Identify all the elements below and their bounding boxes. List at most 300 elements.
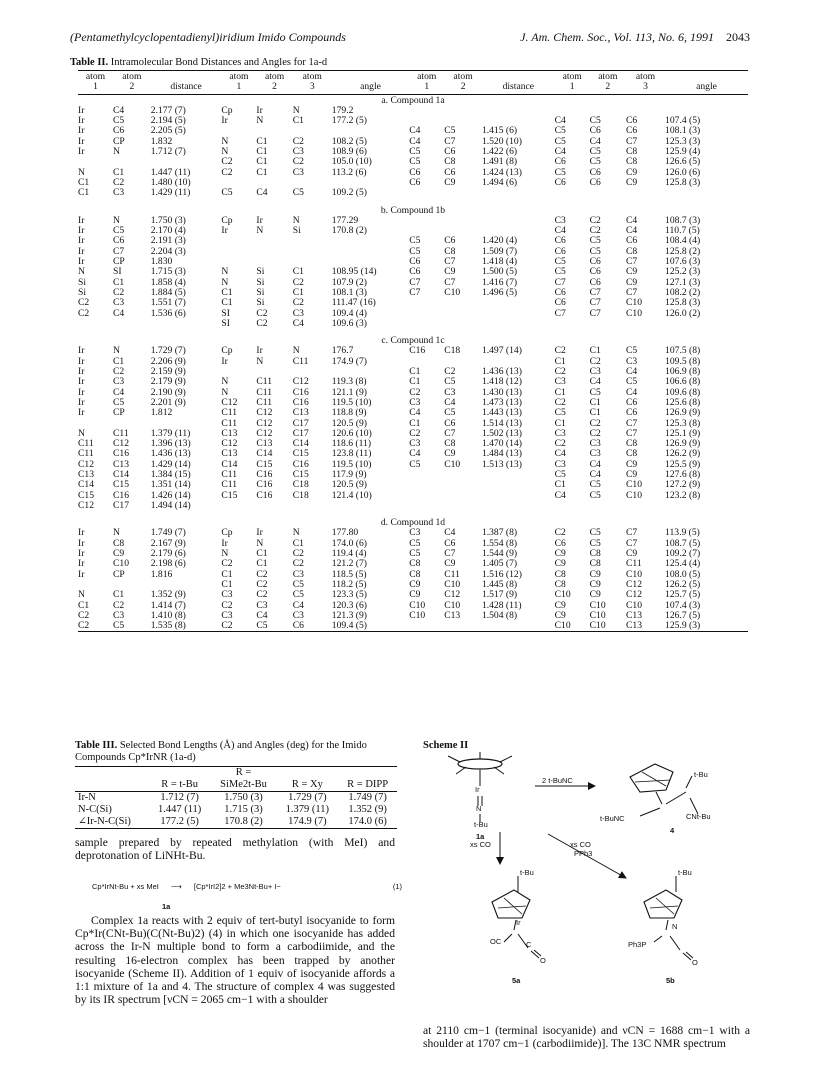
- table2-cell: C3: [409, 396, 421, 408]
- table2-cell: C6: [626, 407, 638, 419]
- table2-cell: 2.201 (9): [150, 396, 186, 408]
- table2-cell: 125.9 (4): [665, 146, 701, 158]
- table2-cell: 125.8 (2): [665, 245, 701, 257]
- table2-cell: C1: [292, 286, 304, 298]
- table2-cell: N: [221, 135, 229, 147]
- table2-cell: C6: [589, 125, 601, 137]
- table2-cell: C6: [589, 266, 601, 278]
- table2-cell: C12: [444, 589, 461, 601]
- table3-cell: 1.712 (7): [160, 792, 199, 803]
- table2-cell: C16: [292, 396, 309, 408]
- table2-cell: Ir: [78, 548, 85, 560]
- table2-cell: CP: [113, 407, 125, 419]
- table2-cell: [555, 501, 590, 511]
- table2-row: [78, 309, 748, 319]
- table2-cell: C2: [256, 578, 268, 590]
- table2-cell: C5: [554, 256, 566, 268]
- table2-header-cell: 1: [555, 82, 590, 94]
- label-xs-co-2: xs CO: [570, 840, 591, 849]
- table2-cell: C5: [554, 135, 566, 147]
- table2-cell: 125.3 (8): [665, 417, 701, 429]
- table2-cell: C5: [589, 537, 601, 549]
- table2-cell: C9: [554, 558, 566, 570]
- table2-cell: 126.0 (6): [665, 166, 701, 178]
- table2-header-cell: 1: [78, 82, 113, 94]
- table2-cell: C11: [444, 568, 460, 580]
- table2-cell: C2: [78, 297, 90, 309]
- table2-cell: N: [78, 589, 85, 601]
- table2-cell: [444, 480, 482, 490]
- table2-cell: C2: [78, 307, 90, 319]
- table2-section-title: a. Compound 1a: [381, 94, 445, 106]
- table2-cell: C2: [444, 366, 456, 378]
- table2-cell: C12: [626, 589, 642, 601]
- equation-1: [92, 882, 402, 891]
- table2-cell: C2: [292, 297, 304, 309]
- table2-cell: C7: [444, 548, 456, 560]
- table2-cell: C15: [78, 489, 94, 501]
- table2-cell: Ir: [256, 214, 263, 226]
- table2-cell: [444, 621, 482, 632]
- table2-cell: C1: [409, 366, 421, 378]
- table2-cell: C2: [113, 176, 125, 188]
- table2-cell: C10: [409, 609, 426, 621]
- table2-cell: 108.1 (3): [665, 125, 701, 137]
- table2-cell: C6: [293, 621, 332, 632]
- table2-cell: [590, 319, 626, 329]
- table2-cell: C11: [626, 558, 642, 570]
- table2-cell: C3: [113, 376, 125, 388]
- table2-cell: C18: [292, 479, 309, 491]
- table2-cell: C2: [292, 135, 304, 147]
- table2-cell: C1: [554, 479, 566, 491]
- table2-cell: 1.384 (15): [150, 468, 191, 480]
- table2-cell: C2: [256, 589, 268, 601]
- table2-cell: N: [292, 345, 300, 357]
- table2-cell: 1.494 (14): [150, 499, 191, 511]
- table2-cell: C4: [589, 458, 601, 470]
- table2-cell: C9: [626, 166, 638, 178]
- table2-cell: C8: [444, 438, 456, 450]
- table2-header-cell: atom: [113, 71, 151, 83]
- table2-cell: 1.496 (5): [481, 286, 518, 298]
- table2-cell: 125.7 (5): [665, 589, 701, 601]
- table3-header-cell: [276, 767, 338, 780]
- table2-cell: C7: [626, 135, 638, 147]
- table2-cell: C5: [554, 407, 566, 419]
- table2-cell: C3: [113, 297, 125, 309]
- table2-cell: C14: [221, 458, 238, 470]
- table2-cell: C6: [113, 125, 125, 137]
- table2-cell: C4: [554, 489, 566, 501]
- table2-cell: C2: [292, 558, 304, 570]
- table2-cell: 1.750 (3): [150, 214, 186, 226]
- table2-header-cell: atom: [293, 71, 332, 83]
- table2-cell: 108.95 (14): [331, 266, 377, 278]
- table2-cell: [482, 106, 555, 116]
- table3-cell: 174.0 (6): [338, 816, 397, 829]
- table2-cell: 1.416 (7): [481, 276, 518, 288]
- table2-cell: C4: [444, 527, 456, 539]
- table2-cell: C16: [113, 489, 129, 501]
- table2-cell: C1: [113, 589, 125, 601]
- table2-cell: C2: [113, 599, 125, 611]
- table2-cell: 120.6 (10): [331, 427, 372, 439]
- table2-cell: C4: [554, 146, 566, 158]
- table2-cell: C3: [221, 589, 233, 601]
- table2-cell: C5: [589, 235, 601, 247]
- table2-cell: 1.379 (11): [150, 427, 191, 439]
- table2-cell: C5: [409, 458, 421, 470]
- table2-cell: C9: [113, 548, 125, 560]
- table2-cell: C2: [554, 527, 566, 539]
- table2-cell: 125.5 (9): [665, 458, 701, 470]
- table2-cell: C6: [554, 245, 566, 257]
- table2-cell: C3: [221, 609, 233, 621]
- table2-cell: C4: [589, 135, 601, 147]
- table2-cell: C3: [589, 366, 601, 378]
- table2-cell: 125.2 (3): [665, 266, 701, 278]
- table2-cell: [555, 188, 590, 198]
- table2-cell: C2: [554, 396, 566, 408]
- table2-cell: [444, 298, 482, 308]
- label-ph3p: Ph3P: [628, 940, 647, 949]
- table2-cell: 2.179 (6): [150, 548, 186, 560]
- table3-header-cell: [149, 767, 211, 780]
- table2-cell: C12: [221, 438, 238, 450]
- table2-cell: C1: [409, 417, 421, 429]
- table2-cell: C8: [409, 558, 421, 570]
- table2-cell: 125.3 (3): [665, 135, 701, 147]
- table2-cell: Ir: [78, 396, 85, 408]
- table2-header-cell: 2: [444, 82, 482, 94]
- table2-cell: C7: [113, 245, 125, 257]
- table2-cell: [665, 501, 748, 511]
- table2-cell: C1: [78, 176, 90, 188]
- table2-cell: C6: [444, 146, 456, 158]
- table2-cell: C8: [444, 156, 456, 168]
- table2-header-cell: 2: [113, 82, 151, 94]
- table2-cell: C13: [292, 407, 309, 419]
- table2-header-cell: 2: [256, 82, 292, 94]
- table2-cell: SI: [221, 307, 230, 319]
- table2-cell: N: [113, 345, 120, 357]
- table2-cell: 127.6 (8): [665, 468, 701, 480]
- table2-cell: C13: [626, 621, 665, 632]
- table2-cell: N: [256, 225, 264, 237]
- table3-caption: [75, 740, 395, 764]
- table2-cell: C4: [409, 448, 421, 460]
- table2-cell: N: [221, 266, 229, 278]
- table2-cell: Ir: [256, 527, 263, 539]
- table2-cell: 1.387 (8): [481, 527, 518, 539]
- table2-cell: [482, 298, 555, 308]
- table2-cell: C2: [409, 386, 421, 398]
- table2-cell: C2: [221, 156, 233, 168]
- label-ir: Ir: [475, 785, 480, 794]
- label-oc: OC: [490, 937, 502, 946]
- table2-cell: [482, 216, 555, 226]
- table2-cell: C5: [589, 146, 601, 158]
- table3-header-cell: R = DIPP: [338, 779, 397, 792]
- table3-header-cell: [338, 767, 397, 780]
- table2-header-cell: distance: [151, 82, 222, 94]
- table2-cell: Ir: [78, 104, 85, 116]
- table3-row: [75, 792, 397, 805]
- table2-cell: C12: [256, 417, 273, 429]
- table2-cell: C2: [256, 307, 268, 319]
- table2-cell: Ir: [78, 225, 85, 237]
- table2-cell: 1.513 (13): [481, 458, 522, 470]
- table2-cell: C3: [292, 568, 304, 580]
- table2-cell: Ir: [221, 355, 228, 367]
- table2-cell: C9: [626, 276, 638, 288]
- table2-cell: C16: [256, 479, 273, 491]
- running-title: (Pentamethylcyclopentadienyl)iridium Imido Compounds: [70, 30, 346, 44]
- table2-cell: 126.2 (5): [665, 578, 701, 590]
- table2-cell: C5: [256, 621, 292, 632]
- table2-cell: C9: [626, 468, 638, 480]
- table2-cell: 1.405 (7): [481, 558, 518, 570]
- table2-header-cell: atom: [409, 71, 444, 83]
- table3-cell: N-C(Si): [78, 804, 112, 815]
- table2-cell: C6: [444, 537, 456, 549]
- table2-cell: Ir: [78, 256, 85, 268]
- table2-row: [78, 188, 748, 198]
- table2-cell: 1.502 (13): [481, 427, 522, 439]
- table2-cell: Cp: [221, 214, 233, 226]
- table2-header-row: [78, 82, 748, 94]
- table2-cell: 1.816: [150, 568, 173, 580]
- table2-cell: Ir: [78, 537, 85, 549]
- table2-cell: 1.436 (13): [481, 366, 522, 378]
- table2-cell: C1: [221, 297, 233, 309]
- table3-row: [75, 804, 397, 816]
- table2-cell: 2.198 (6): [150, 558, 186, 570]
- table2-cell: C3: [113, 187, 125, 199]
- table2-cell: C10: [444, 458, 461, 470]
- table2-cell: Ir: [78, 135, 85, 147]
- table2-cell: C9: [589, 568, 601, 580]
- table2-cell: 127.2 (9): [665, 479, 701, 491]
- table2-cell: 117.9 (9): [331, 468, 367, 480]
- table2-cell: 1.429 (11): [150, 187, 191, 199]
- table2-cell: Ir: [78, 214, 85, 226]
- table2-cell: 1.422 (6): [481, 146, 518, 158]
- table2-cell: [444, 188, 482, 198]
- table2-caption-label: Table II.: [70, 57, 109, 68]
- table2-cell: C4: [409, 407, 421, 419]
- table2-cell: 177.2 (5): [331, 115, 367, 127]
- table2-cell: C5: [589, 479, 601, 491]
- table2-cell: C11: [256, 396, 273, 408]
- table2-cell: C5: [589, 386, 601, 398]
- table2-cell: C5: [444, 125, 456, 137]
- table2-cell: [332, 236, 409, 246]
- table2-cell: 125.8 (3): [665, 176, 701, 188]
- table2-cell: C10: [444, 578, 461, 590]
- table2-cell: 174.0 (6): [331, 537, 367, 549]
- table2-cell: C6: [554, 235, 566, 247]
- table2-cell: C9: [554, 548, 566, 560]
- table2-cell: C2: [292, 548, 304, 560]
- table2-cell: C9: [444, 448, 456, 460]
- table2-cell: [256, 501, 292, 511]
- table3-cell: 1.379 (11): [285, 804, 330, 815]
- table2-row: [78, 319, 748, 329]
- table2-cell: C1: [292, 537, 304, 549]
- table2-cell: 1.470 (14): [481, 438, 522, 450]
- table3-cell: 170.8 (2): [211, 816, 277, 829]
- table2-cell: [482, 491, 555, 501]
- table2-cell: C2: [221, 621, 256, 632]
- table2-cell: 1.535 (8): [151, 621, 222, 632]
- table2-cell: C8: [554, 568, 566, 580]
- table2-cell: C12: [256, 427, 273, 439]
- table2-cell: C3: [292, 307, 304, 319]
- table2-cell: C4: [292, 317, 304, 329]
- table2-cell: 121.4 (10): [331, 489, 372, 501]
- table2-cell: C6: [409, 166, 421, 178]
- label-1a: 1a: [476, 832, 485, 841]
- table2-cell: C7: [444, 427, 456, 439]
- table2-cell: C8: [444, 245, 456, 257]
- table2-cell: C4: [292, 599, 304, 611]
- label-tbu: t-Bu: [474, 820, 488, 829]
- table2-cell: 107.5 (8): [665, 345, 701, 357]
- table2-cell: C4: [256, 187, 268, 199]
- label-4-tbu: t-Bu: [694, 770, 708, 779]
- table2-cell: C2: [589, 225, 601, 237]
- table2-cell: C5: [554, 468, 566, 480]
- table2-cell: C3: [554, 214, 566, 226]
- table2-cell: C7: [626, 417, 638, 429]
- table2-cell: [409, 470, 444, 480]
- table2-cell: C12: [78, 499, 94, 511]
- table2-cell: Ir: [78, 345, 85, 357]
- table2-cell: Ir: [78, 376, 85, 388]
- table2-cell: C2: [589, 214, 601, 226]
- table2-cell: C10: [626, 568, 642, 580]
- table2-cell: [293, 236, 332, 246]
- table2-cell: [293, 501, 332, 511]
- table2-cell: 1.447 (11): [150, 166, 191, 178]
- table2-cell: 120.3 (6): [331, 599, 367, 611]
- table2-cell: C2: [292, 276, 304, 288]
- table2-cell: 1.884 (5): [150, 286, 186, 298]
- table3-header-cell: [75, 767, 149, 780]
- table2-cell: C10: [444, 286, 461, 298]
- table3-cell: 1.715 (3): [224, 804, 263, 815]
- table2-cell: C2: [78, 621, 113, 632]
- table2-cell: [626, 501, 665, 511]
- label-4: 4: [670, 826, 675, 835]
- table2-cell: 1.484 (13): [481, 448, 522, 460]
- table2-cell: C9: [554, 599, 566, 611]
- table2-cell: [482, 501, 555, 511]
- table2-cell: N: [78, 166, 85, 178]
- table3-header-cell: [75, 779, 149, 792]
- table2-cell: Ir: [256, 104, 263, 116]
- table2-cell: 1.497 (14): [481, 345, 522, 357]
- table2-cell: [626, 188, 665, 198]
- table2-cell: 2.206 (9): [150, 355, 186, 367]
- label-5a-ir: Ir: [516, 918, 521, 927]
- table2-cell: C12: [113, 438, 129, 450]
- table2-cell: C11: [78, 438, 94, 450]
- table2-cell: 1.749 (7): [150, 527, 186, 539]
- table2-cell: C1: [554, 355, 566, 367]
- table2-cell: C1: [256, 548, 268, 560]
- table2-cell: C16: [409, 345, 426, 357]
- table2-cell: C5: [409, 537, 421, 549]
- table2-cell: C6: [409, 266, 421, 278]
- table3-cell: ∠Ir-N-C(Si): [75, 816, 149, 829]
- table2-cell: C4: [626, 386, 638, 398]
- equation-number: (1): [392, 882, 402, 891]
- table2-cell: C5: [292, 578, 304, 590]
- table2-cell: C6: [589, 256, 601, 268]
- table2-cell: 1.544 (9): [481, 548, 518, 560]
- table2-cell: C1: [292, 115, 304, 127]
- table2-cell: 170.8 (2): [331, 225, 367, 237]
- label-5a-c: C: [526, 940, 532, 949]
- table2-cell: 2.179 (9): [150, 376, 186, 388]
- table2-cell: C2: [256, 317, 268, 329]
- table2-cell: C7: [626, 286, 638, 298]
- table2-cell: C1: [589, 345, 601, 357]
- table2-header-cell: atom: [626, 71, 665, 83]
- table2-cell: C17: [292, 417, 309, 429]
- table2-cell: 1.430 (13): [481, 386, 522, 398]
- table2-cell: C11: [221, 407, 238, 419]
- table2-cell: C9: [554, 609, 566, 621]
- table2-row: [78, 298, 748, 308]
- table2-cell: [409, 106, 444, 116]
- table2-cell: N: [221, 276, 229, 288]
- table2-cell: C4: [626, 366, 638, 378]
- table2-cell: C3: [444, 386, 456, 398]
- table2-cell: C7: [409, 276, 421, 288]
- table2-cell: 1.494 (6): [481, 176, 518, 188]
- table2-header-cell: atom: [256, 71, 292, 83]
- table2-cell: C4: [113, 104, 125, 116]
- table2-cell: [590, 188, 626, 198]
- table3-cell: 1.447 (11): [157, 804, 202, 815]
- table2-cell: 2.170 (4): [150, 225, 186, 237]
- table2-cell: 2.191 (3): [150, 235, 186, 247]
- table2-cell: 120.5 (9): [331, 417, 367, 429]
- table2-cell: C6: [113, 235, 125, 247]
- table2-cell: 121.1 (9): [331, 386, 367, 398]
- table2-cell: 2.204 (3): [150, 245, 186, 257]
- table2-cell: C1: [589, 396, 601, 408]
- table2-cell: 125.8 (3): [665, 297, 701, 309]
- table2-cell: C16: [256, 468, 273, 480]
- table2-cell: C8: [113, 537, 125, 549]
- table2-cell: Ir: [78, 386, 85, 398]
- table2-cell: Ir: [78, 407, 85, 419]
- table2-cell: 113.9 (5): [665, 527, 700, 539]
- table2-cell: C8: [626, 245, 638, 257]
- table2-cell: C10: [626, 599, 642, 611]
- label-5a: 5a: [512, 976, 521, 985]
- table2-cell: 125.4 (4): [665, 558, 701, 570]
- table2-cell: C2: [256, 568, 268, 580]
- table2-cell: 120.5 (9): [331, 479, 367, 491]
- table2-cell: 1.428 (11): [481, 599, 522, 611]
- table2-cell: C9: [589, 589, 601, 601]
